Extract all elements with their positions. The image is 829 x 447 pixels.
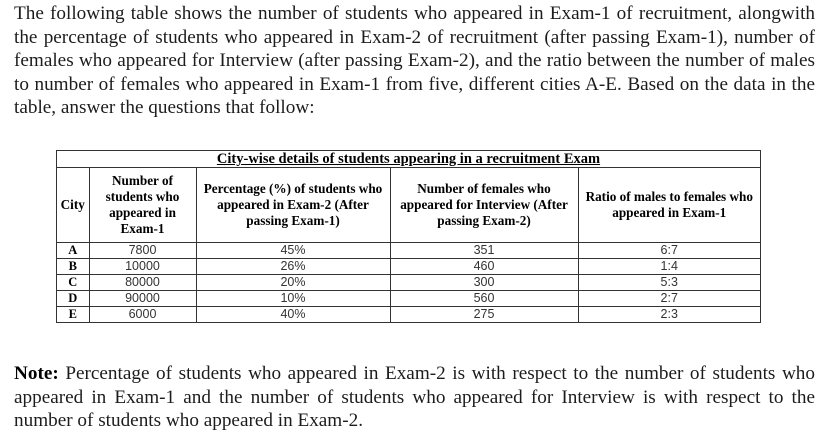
cell-exam2-percentage: 20%	[196, 275, 390, 291]
cell-females-interview: 560	[390, 291, 578, 307]
cell-city: A	[57, 243, 89, 259]
table-title: City-wise details of students appearing in a recruitment Exam	[57, 151, 760, 168]
cell-ratio: 2:3	[578, 307, 760, 323]
table-row	[57, 291, 760, 307]
cell-females-interview: 351	[390, 243, 578, 259]
note-label: Note:	[14, 363, 59, 384]
cell-exam2-percentage: 45%	[196, 243, 390, 259]
header-exam2-percentage: Percentage (%) of students who appeared in Exam-2 (After passing Exam-1)	[196, 168, 390, 243]
cell-females-interview: 275	[390, 307, 578, 323]
cell-city: C	[57, 275, 89, 291]
header-ratio: Ratio of males to females who appeared in Exam-1	[578, 168, 760, 243]
cell-exam2-percentage: 26%	[196, 259, 390, 275]
intro-paragraph: The following table shows the number of students who appeared in Exam-1 of recruitment, alongwith the percentage of students who appeared in Exam-2 of recruitment (after passing Exam-1), number of females who appeared for Interview (after passing Exam-2), and the ratio between the number of males to number of females who appeared in Exam-1 from five, different cities A-E. Based on the data in the table, answer the questions that follow:	[14, 3, 815, 118]
cell-city: B	[57, 259, 89, 275]
data-table-container	[56, 150, 761, 323]
header-city: City	[57, 168, 89, 243]
table-row	[57, 307, 760, 323]
table-row	[57, 243, 760, 259]
cell-exam2-percentage: 40%	[196, 307, 390, 323]
table-row	[57, 259, 760, 275]
header-females-interview: Number of females who appeared for Interview (After passing Exam-2)	[390, 168, 578, 243]
cell-exam1: 90000	[89, 291, 196, 307]
cell-females-interview: 300	[390, 275, 578, 291]
cell-exam1: 6000	[89, 307, 196, 323]
cell-ratio: 1:4	[578, 259, 760, 275]
cell-exam1: 80000	[89, 275, 196, 291]
cell-females-interview: 460	[390, 259, 578, 275]
cell-ratio: 2:7	[578, 291, 760, 307]
cell-exam2-percentage: 10%	[196, 291, 390, 307]
table-row	[57, 275, 760, 291]
note-paragraph	[14, 362, 815, 433]
note-text: Percentage of students who appeared in Exam-2 is with respect to the number of students who appeared in Exam-1 and the number of students who appeared for Interview is with respect to the number of students who appeared in Exam-2.	[14, 363, 815, 431]
data-table	[57, 168, 760, 322]
cell-exam1: 7800	[89, 243, 196, 259]
header-exam1: Number of students who appeared in Exam-1	[89, 168, 196, 243]
cell-ratio: 6:7	[578, 243, 760, 259]
cell-ratio: 5:3	[578, 275, 760, 291]
cell-city: E	[57, 307, 89, 323]
table-header-row	[57, 168, 760, 243]
cell-exam1: 10000	[89, 259, 196, 275]
cell-city: D	[57, 291, 89, 307]
